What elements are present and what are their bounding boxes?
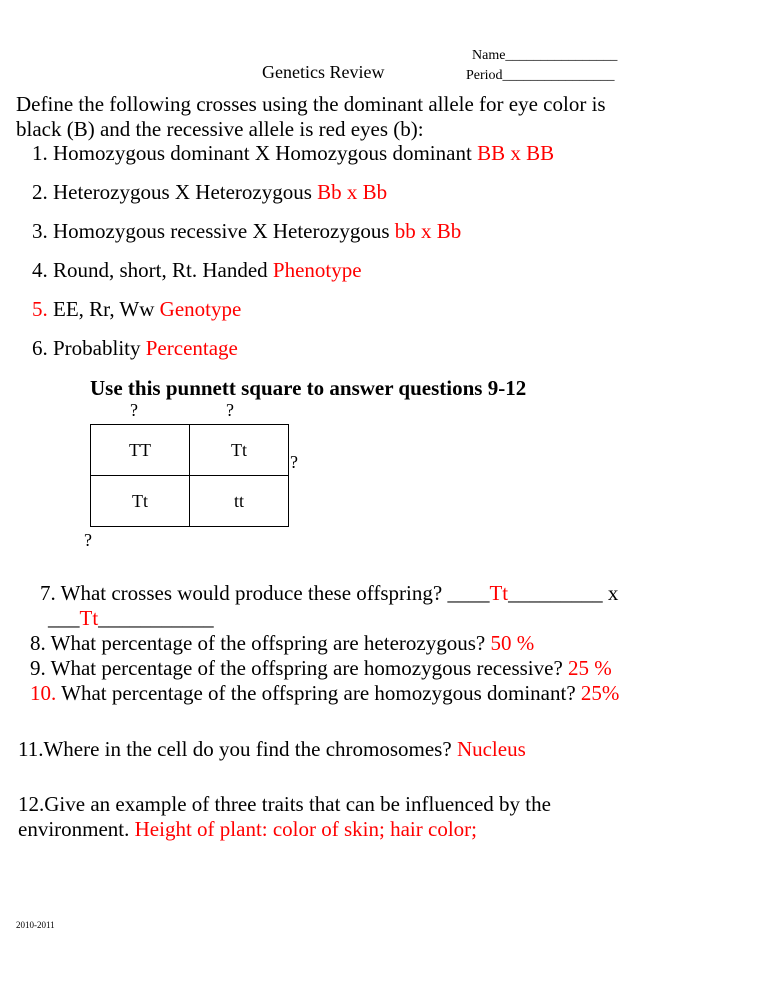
punnett-square: [90, 424, 289, 527]
question-7-answer-1: Tt: [489, 581, 509, 605]
question-2-answer: Bb x Bb: [317, 180, 388, 204]
question-10-text: What percentage of the offspring are homozygous dominant?: [56, 681, 581, 705]
question-5: [32, 297, 241, 321]
question-11-text: 11.Where in the cell do you find the chromosomes?: [18, 737, 457, 761]
punnett-top-label-2: ?: [226, 400, 234, 420]
question-10-number: 10.: [30, 681, 57, 705]
question-3-text: 3. Homozygous recessive X Heterozygous: [32, 219, 395, 243]
question-7-line-2: [48, 606, 214, 630]
question-11-answer: Nucleus: [456, 737, 526, 761]
question-3: [32, 219, 461, 243]
name-field-label: Name________________: [472, 48, 618, 63]
question-7-line-1: [40, 581, 618, 605]
question-6-answer: Percentage: [145, 336, 238, 360]
punnett-cell: Tt: [91, 476, 190, 527]
question-11: [18, 737, 526, 761]
question-7-mid: _________ x: [508, 581, 619, 605]
question-12-line-1: 12.Give an example of three traits that can be influenced by the: [18, 792, 551, 816]
punnett-top-label-1: ?: [130, 400, 138, 420]
question-12-answer: Height of plant: color of skin; hair color;: [134, 817, 477, 841]
punnett-side-label-bottom: ?: [84, 530, 92, 550]
punnett-side-label-right: ?: [290, 452, 298, 472]
question-2-text: 2. Heterozygous X Heterozygous: [32, 180, 318, 204]
period-field-label: Period________________: [466, 68, 615, 83]
question-8-answer: 50 %: [490, 631, 535, 655]
question-4: [32, 258, 362, 282]
intro-line-2: black (B) and the recessive allele is red eyes (b):: [16, 117, 424, 141]
footer-year: 2010-2011: [16, 920, 55, 930]
question-6: [32, 336, 238, 360]
question-5-text: EE, Rr, Ww: [47, 297, 160, 321]
question-9: [30, 656, 612, 680]
punnett-heading: Use this punnett square to answer questions 9-12: [90, 376, 527, 400]
punnett-cell: Tt: [190, 425, 289, 476]
question-4-answer: Phenotype: [272, 258, 362, 282]
question-12-line-2: [18, 817, 477, 841]
question-6-text: 6. Probablity: [32, 336, 146, 360]
punnett-cell: tt: [190, 476, 289, 527]
question-5-answer: Genotype: [159, 297, 242, 321]
question-7-answer-2: Tt: [79, 606, 99, 630]
intro-line-1: Define the following crosses using the dominant allele for eye color is: [16, 92, 606, 116]
question-7-blank-post: ___________: [98, 606, 214, 630]
question-1-text: 1. Homozygous dominant X Homozygous dominant: [32, 141, 478, 165]
question-10-answer: 25%: [580, 681, 620, 705]
question-1: [32, 141, 554, 165]
question-5-number: 5.: [32, 297, 48, 321]
question-4-text: 4. Round, short, Rt. Handed: [32, 258, 273, 282]
question-9-text: 9. What percentage of the offspring are homozygous recessive?: [30, 656, 569, 680]
question-10: [30, 681, 619, 705]
question-8: [30, 631, 534, 655]
question-8-text: 8. What percentage of the offspring are heterozygous?: [30, 631, 491, 655]
question-3-answer: bb x Bb: [394, 219, 462, 243]
page-title: Genetics Review: [262, 62, 385, 82]
question-7-text: 7. What crosses would produce these offspring? ____: [40, 581, 490, 605]
question-7-blank-pre: ___: [48, 606, 80, 630]
question-12-text: environment.: [18, 817, 135, 841]
question-2: [32, 180, 387, 204]
punnett-cell: TT: [91, 425, 190, 476]
question-1-answer: BB x BB: [477, 141, 555, 165]
question-9-answer: 25 %: [568, 656, 612, 680]
